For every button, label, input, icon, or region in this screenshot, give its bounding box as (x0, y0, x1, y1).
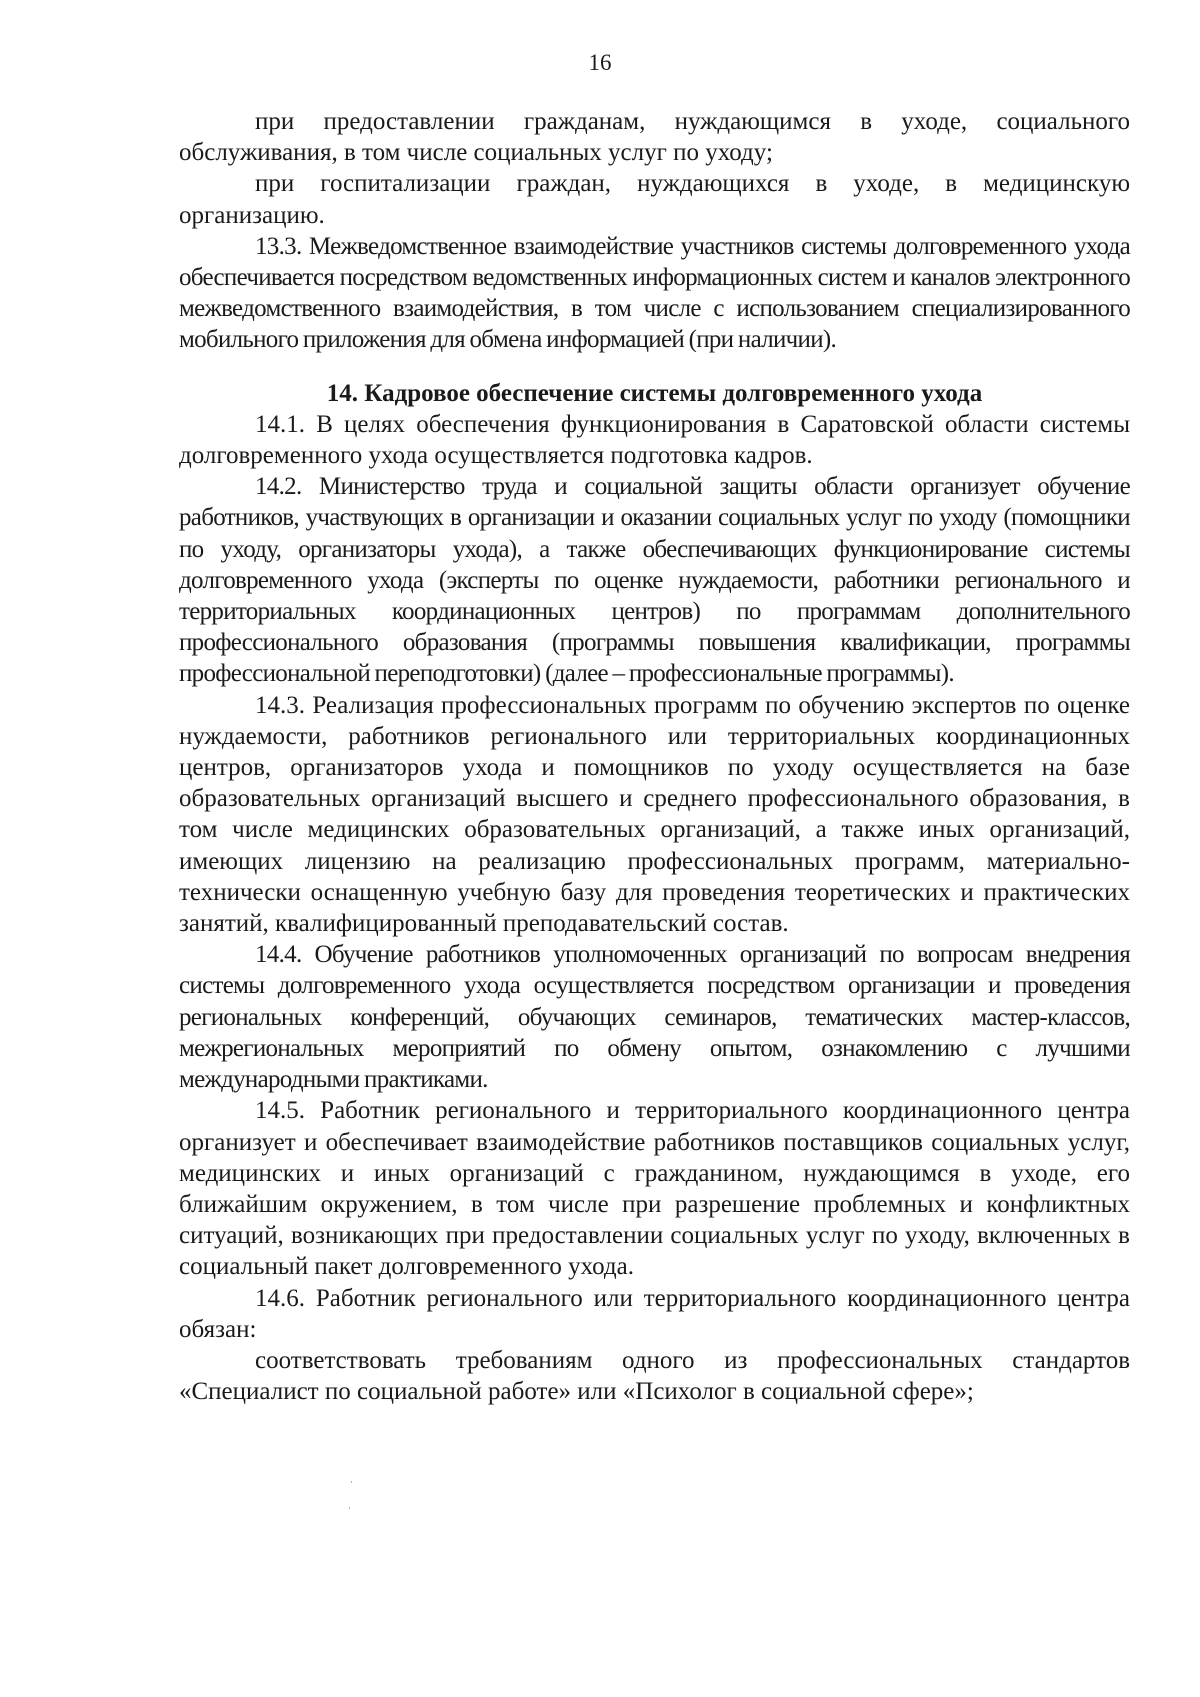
paragraph: 14.1. В целях обеспечения функционирования в Саратовской области системы долговременного ухода осуществляется подготовка кадров. (179, 410, 1130, 470)
document-body (179, 106, 1130, 1407)
paragraph: 14.6. Работник регионального или территориального координационного центра обязан: (179, 1284, 1130, 1343)
paragraph: соответствовать требованиям одного из профессиональных стандартов «Специалист по социальной работе» или «Психолог в социальной сфере»; (179, 1346, 1130, 1406)
page-number: 16 (588, 50, 612, 75)
paragraph: 14.2. Министерство труда и социальной защиты области организует обучение работников, участвующих в организации и оказании социальных услуг по уходу (помощники по уходу, организаторы ухода), а также обеспечивающих функционирование системы долговременного ухода (эксперты по оценке нуждаемости, работники регионального и территориальных координационных центров) по программам дополнительного профессионального образования (программы повышения квалификации, программы профессиональной переподготовки) (далее – профессиональные программы). (179, 473, 1130, 688)
paragraph: 14.4. Обучение работников уполномоченных организаций по вопросам внедрения системы долговременного ухода осуществляется посредством организации и проведения региональных конференций, обучающих семинаров, тематических мастер-классов, межрегиональных мероприятий по обмену опытом, ознакомлению с лучшими международными практиками. (179, 941, 1130, 1094)
paragraph: при госпитализации граждан, нуждающихся в уходе, в медицинскую организацию. (179, 170, 1130, 229)
section-heading: 14. Кадровое обеспечение системы долговременного ухода (326, 379, 983, 407)
paragraph: 13.3. Межведомственное взаимодействие участников системы долговременного ухода обеспечивается посредством ведомственных информационных систем и каналов электронного межведомственного взаимодействия, в том числе с использованием специализированного мобильного приложения для обмена информацией (при наличии). (179, 232, 1130, 354)
paragraph: 14.5. Работник регионального и территориального координационного центра организует и обеспечивает взаимодействие работников поставщиков социальных услуг, медицинских и иных организаций с гражданином, нуждающимся в уходе, его ближайшим окружением, в том числе при разрешение проблемных и конфликтных ситуаций, возникающих при предоставлении социальных услуг по уходу, включенных в социальный пакет долговременного ухода. (179, 1097, 1130, 1281)
paragraph: при предоставлении гражданам, нуждающимся в уходе, социального обслуживания, в том числе социальных услуг по уходу; (179, 108, 1130, 167)
scan-speck (351, 1481, 352, 1483)
paragraph: 14.3. Реализация профессиональных программ по обучению экспертов по оценке нуждаемости, работников регионального или территориальных координационных центров, организаторов ухода и помощников по уходу осуществляется на базе образовательных организаций высшего и среднего профессионального образования, в том числе медицинских образовательных организаций, а также иных организаций, имеющих лицензию на реализацию профессиональных программ, материально-технически оснащенную учебную базу для проведения теоретических и практических занятий, квалифицированный преподавательский состав. (179, 691, 1130, 938)
scan-speck (349, 1507, 350, 1509)
